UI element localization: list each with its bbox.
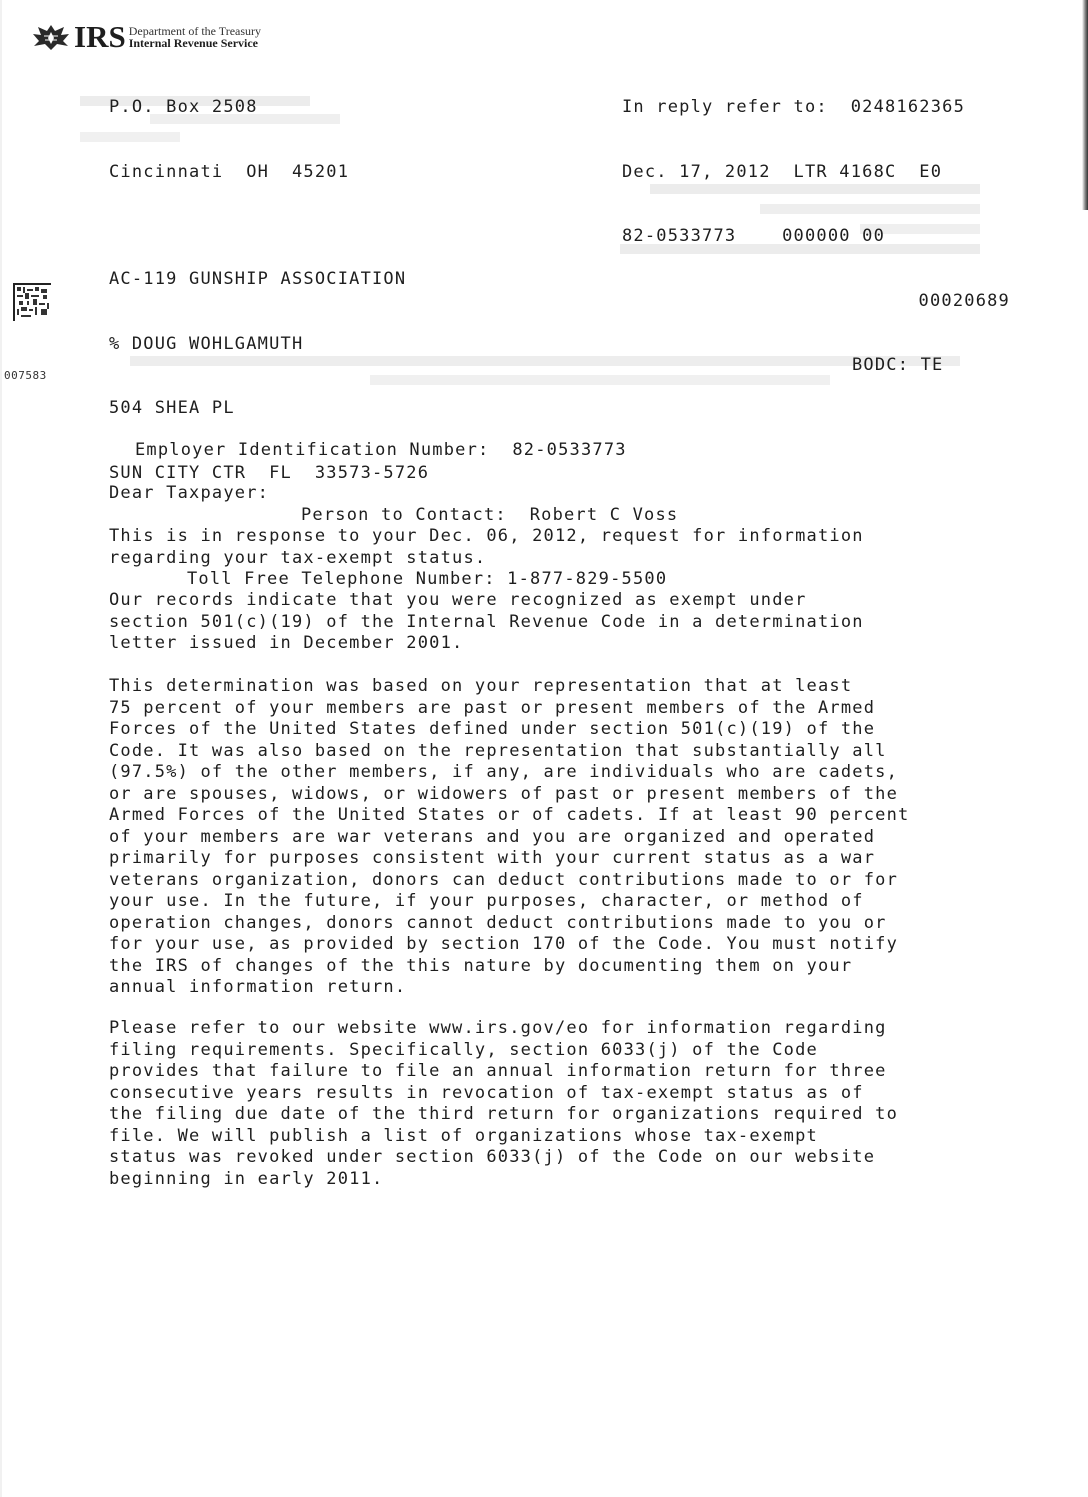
irs-wordmark: IRS xyxy=(74,19,126,54)
recipient-line: % DOUG WOHLGAMUTH xyxy=(109,333,304,354)
sender-address xyxy=(109,54,349,205)
paragraph-response: This is in response to your Dec. 06, 2012, request for information regarding your tax-exempt status. xyxy=(109,526,864,568)
sender-address-line: Cincinnati OH 45201 xyxy=(109,161,350,182)
paragraph-determination: This determination was based on your representation that at least 75 percent of your members are past or present members of the Armed Forces of the United States defined under section 501(c)(19) of the Code. It was also based on the representation that substantially all (97.5%) of the other members, if any, are individuals who are cadets, or are spouses, widows, or widowers of past or present members of the Armed Forces of the United States or of cadets. If at least 90 percent of your members are war veterans and you are organized and operated primarily for purposes consistent with your current status as a war veterans organization, donors can deduct contributions made to or for your use. In the future, if your purposes, character, or method of operation changes, donors cannot deduct contributions made to you or for your use, as provided by section 170 of the Code. You must notify the IRS of changes of the this nature by documenting them on your annual information return. xyxy=(109,676,910,997)
ein-reference: 82-0533773 000000 00 xyxy=(622,226,886,246)
paragraph-records: Our records indicate that you were recognized as exempt under section 501(c)(19) of the Internal Revenue Code in a determination letter issued in December 2001. xyxy=(109,590,864,653)
recipient-line: SUN CITY CTR FL 33573-5726 xyxy=(109,462,430,483)
scan-edge xyxy=(1082,0,1088,210)
salutation: Dear Taxpayer: xyxy=(109,483,270,503)
toll-free-line: Toll Free Telephone Number: 1-877-829-5500 xyxy=(187,569,668,589)
side-code: 007583 xyxy=(4,369,47,382)
recipient-line: 504 SHEA PL xyxy=(109,398,235,418)
bodc-code: BODC: TE xyxy=(852,355,944,375)
sequence-number: 00020689 xyxy=(918,290,1010,311)
sender-address-line: P.O. Box 2508 xyxy=(109,97,258,117)
recipient-line: AC-119 GUNSHIP ASSOCIATION xyxy=(109,269,407,289)
letter-date-code: Dec. 17, 2012 LTR 4168C E0 xyxy=(622,161,943,182)
department-name: Department of the Treasury Internal Revenue Service xyxy=(128,24,262,50)
paragraph-filing-requirements: Please refer to our website www.irs.gov/eo for information regarding filing requirements. Specifically, section 6033(j) of the Code provides that failure to file an annual information return for three consecutive years results in revocation of tax-exempt status as of the filing due date of the third return for organizations required to file. We will publish a list of organizations whose tax-exempt status was revoked under section 6033(j) of the Code on our website beginning in early 2011. xyxy=(109,1018,899,1189)
contact-block xyxy=(135,397,678,612)
reference-block xyxy=(622,54,1010,398)
page-edge xyxy=(0,0,2,1497)
eagle-seal-icon xyxy=(30,22,72,52)
qr-code-icon xyxy=(13,283,51,321)
reply-reference: In reply refer to: 0248162365 xyxy=(622,97,966,117)
employer-id-line: Employer Identification Number: 82-0533773 xyxy=(135,440,627,460)
person-to-contact-line: Person to Contact: Robert C Voss xyxy=(301,504,679,525)
irs-logo xyxy=(30,19,262,54)
